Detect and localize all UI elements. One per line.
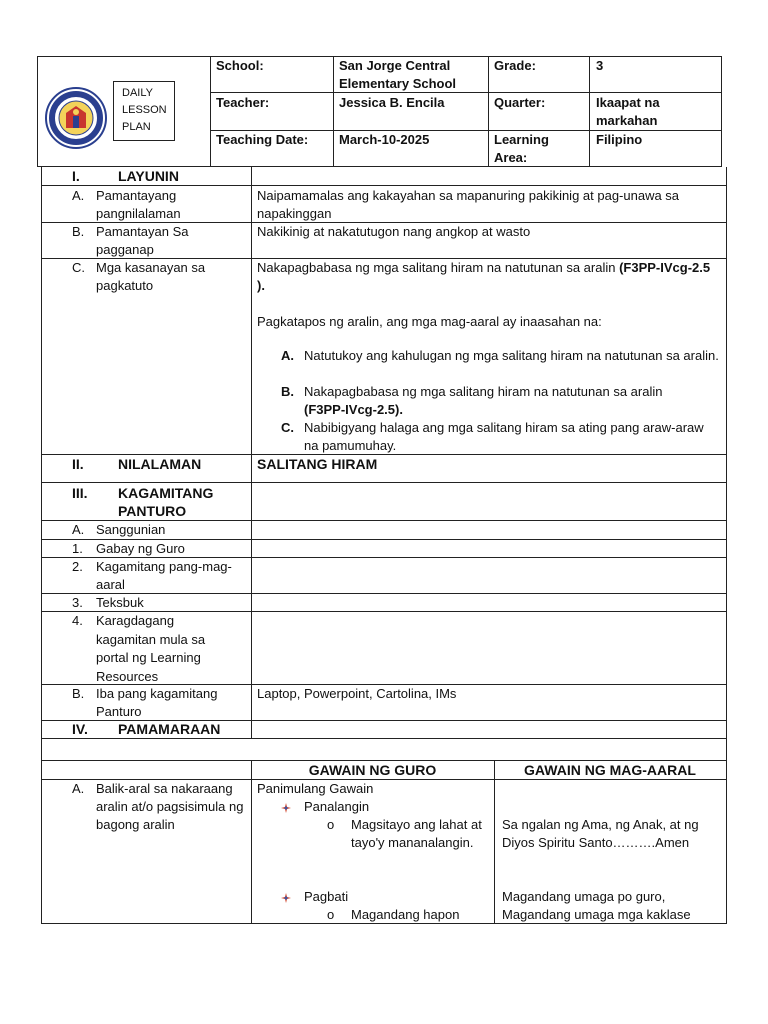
section-title: PAMAMARAAN: [118, 721, 221, 737]
row-letter: 4.: [72, 613, 83, 628]
grade-value: 3: [596, 58, 604, 73]
table-border: [494, 760, 495, 924]
objective-text: Nabibigyang halaga ang mga salitang hiram sa ating pang araw-araw na pamumuhay.: [304, 420, 704, 453]
row-divider: [41, 185, 727, 186]
objective-text: Natutukoy ang kahulugan ng mga salitang hiram na natutunan sa aralin.: [304, 348, 719, 363]
row-label: Karagdagang kagamitan mula sa portal ng Learning Resources: [96, 613, 206, 684]
quarter-label: Quarter:: [494, 95, 546, 110]
row-letter: C.: [72, 260, 85, 275]
divider: [589, 56, 590, 167]
row-label: Kagamitang pang-mag-aaral: [96, 559, 232, 592]
area-value: Filipino: [596, 132, 643, 147]
objective-letter: A.: [281, 348, 294, 363]
row-letter: A.: [72, 522, 85, 537]
bullet-icon: [281, 891, 291, 901]
objective-body: Nakapagbabasa ng mga salitang hiram na natutunan sa aralin: [304, 384, 663, 399]
row-label: Gabay ng Guro: [96, 541, 185, 556]
guro-intro: Panimulang Gawain: [257, 781, 374, 796]
table-border: [251, 167, 252, 924]
section-number: IV.: [72, 721, 88, 737]
row-label: Teksbuk: [96, 595, 144, 610]
row-letter: B.: [72, 686, 85, 701]
deped-seal-logo: [44, 86, 108, 150]
student-response: Sa ngalan ng Ama, ng Anak, at ng Diyos Spiritu Santo……….Amen: [502, 817, 699, 850]
bullet-icon: [281, 801, 291, 811]
section-number: I.: [72, 168, 80, 184]
row-divider: [41, 482, 727, 483]
date-label: Teaching Date:: [216, 132, 309, 147]
row-letter: A.: [72, 188, 85, 203]
section-title: KAGAMITANG PANTURO: [118, 485, 214, 519]
column-header-guro: GAWAIN NG GURO: [308, 762, 437, 778]
row-label: Iba pang kagamitang Panturo: [96, 686, 218, 719]
row-letter: 3.: [72, 595, 83, 610]
date-value: March-10-2025: [339, 132, 430, 147]
row-letter: A.: [72, 781, 85, 796]
objective-text: [304, 383, 720, 419]
competency-intro: Nakapagbabasa ng mga salitang hiram na natutunan sa aralin: [257, 260, 616, 275]
divider: [333, 56, 334, 167]
divider: [210, 92, 722, 93]
objective-letter: B.: [281, 384, 294, 399]
dlp-label-line: DAILY: [122, 87, 153, 99]
guro-sub-item: Magandang hapon: [351, 907, 460, 922]
section-number: III.: [72, 485, 88, 501]
quarter-value: Ikaapat na markahan: [596, 95, 660, 128]
section-title: NILALAMAN: [118, 456, 202, 472]
guro-item: Panalangin: [304, 799, 370, 814]
expectation-text: Pagkatapos ng aralin, ang mga mag-aaral ay inaasahan na:: [257, 314, 602, 329]
objective-letter: C.: [281, 420, 294, 435]
row-label: Sanggunian: [96, 522, 166, 537]
objective-code: (F3PP-IVcg-2.5).: [304, 402, 403, 417]
row-label: Mga kasanayan sa pagkatuto: [96, 260, 206, 293]
competency-text: [257, 259, 721, 295]
row-label: Pamantayan Sa pagganap: [96, 224, 189, 257]
row-letter: B.: [72, 224, 85, 239]
competency-code: (F3PP-IVcg-2.5 ).: [257, 260, 711, 293]
sub-bullet-icon: o: [327, 817, 335, 832]
dlp-label-line: LESSON: [122, 104, 167, 116]
area-label: Learning Area:: [494, 132, 549, 165]
row-letter: 1.: [72, 541, 83, 556]
table-border: [41, 167, 42, 924]
guro-item: Pagbati: [304, 889, 349, 904]
sub-bullet-icon: o: [327, 907, 335, 922]
row-value: Laptop, Powerpoint, Cartolina, IMs: [257, 686, 457, 701]
school-value: San Jorge Central Elementary School: [339, 58, 457, 91]
row-value: Nakikinig at nakatutugon nang angkop at wasto: [257, 224, 531, 239]
table-border: [726, 167, 727, 924]
divider: [488, 56, 489, 167]
dlp-label-line: PLAN: [122, 121, 151, 133]
guro-sub-item: Magsitayo ang lahat at tayo'y mananalangin.: [351, 817, 482, 850]
section-title: LAYUNIN: [118, 168, 179, 184]
blank-row-mask: [250, 739, 253, 760]
row-label: Balik-aral sa nakaraang aralin at/o pagsisimula ng bagong aralin: [96, 781, 244, 832]
teacher-value: Jessica B. Encila: [339, 95, 445, 110]
row-value: Naipamamalas ang kakayahan sa mapanuring pakikinig at pag-unawa sa napakinggan: [257, 188, 680, 221]
column-header-magaaral: GAWAIN NG MAG-AARAL: [524, 762, 696, 778]
row-label: Pamantayang pangnilalaman: [96, 188, 181, 221]
student-response: Magandang umaga po guro, Magandang umaga mga kaklase: [502, 889, 691, 922]
row-letter: 2.: [72, 559, 83, 574]
row-divider: [41, 738, 727, 739]
grade-label: Grade:: [494, 58, 536, 73]
section-number: II.: [72, 456, 84, 472]
teacher-label: Teacher:: [216, 95, 270, 110]
section-value: SALITANG HIRAM: [257, 456, 378, 472]
school-label: School:: [216, 58, 264, 73]
